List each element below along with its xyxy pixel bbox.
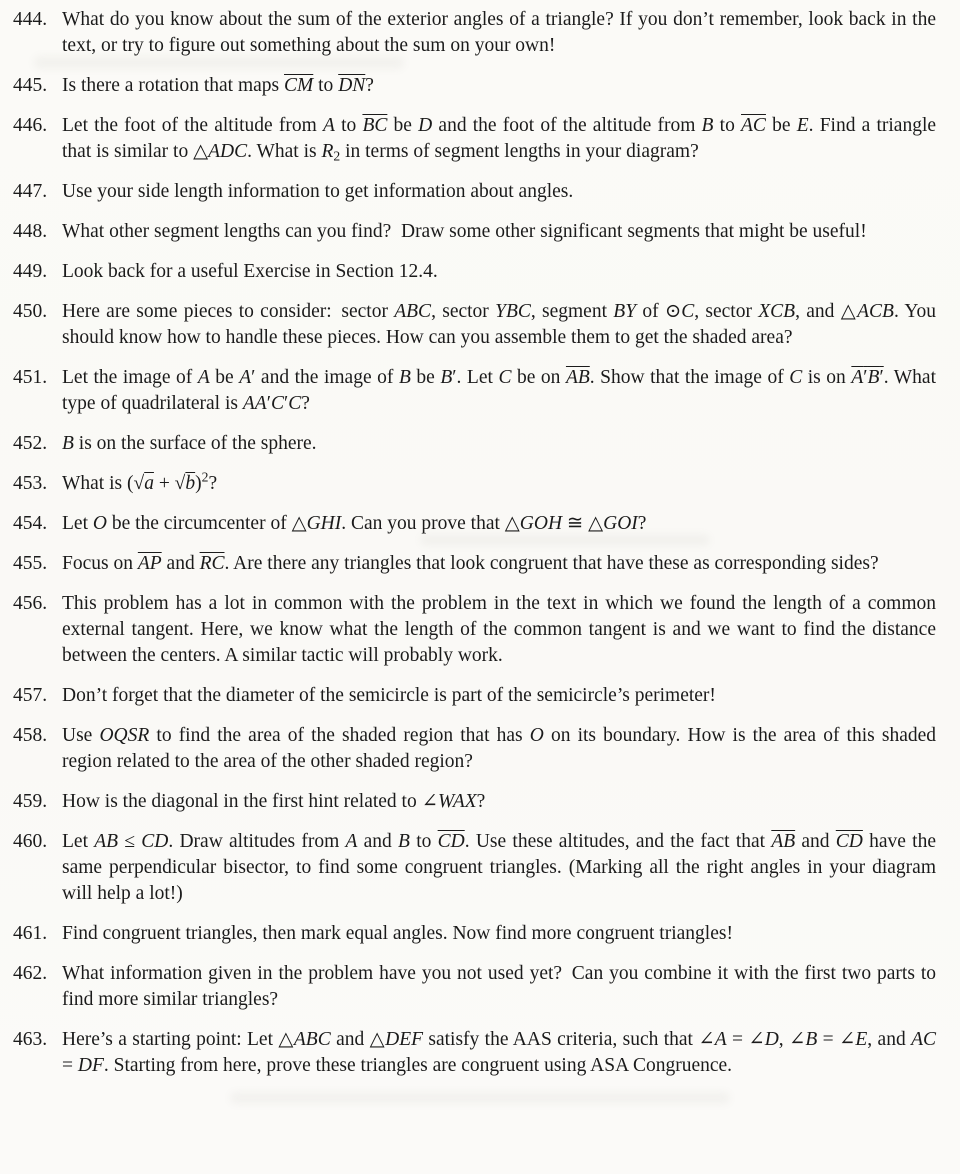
hint-text: Use OQSR to find the area of the shaded region that has O on its boundary. How is the area of this shaded region related to the area of the other shaded region? (62, 725, 937, 772)
hint-number: 458. (13, 725, 48, 746)
hint-number: 449. (13, 261, 48, 282)
hint-text: Use your side length information to get information about angles. (62, 181, 574, 202)
hint-item-462 (0, 961, 936, 1013)
hint-number: 452. (13, 433, 48, 454)
hint-number: 459. (13, 791, 48, 812)
hint-text: Focus on $\overline{AP}$ and $\overline{RC}$. Are there any triangles that look congruent that have these as corresponding sides? (62, 553, 879, 574)
hint-number: 444. (13, 9, 48, 30)
hint-text: Find congruent triangles, then mark equal angles. Now find more congruent triangles! (62, 923, 733, 944)
hint-text: Here are some pieces to consider: sector ABC, sector YBC, segment BY of ⊙C, sector XCB, and △ACB. You should know how to handle these pieces. How can you assemble them to get the shaded area? (62, 301, 937, 348)
hint-item-463 (0, 1027, 936, 1079)
hint-number: 450. (13, 301, 48, 322)
hint-item-444 (0, 7, 936, 59)
hint-item-454 (0, 511, 936, 537)
hint-number: 461. (13, 923, 48, 944)
hint-item-448 (0, 219, 936, 245)
hint-item-456 (0, 591, 936, 669)
hint-text: Here’s a starting point: Let △ABC and △DEF satisfy the AAS criteria, such that ∠A = ∠D, ∠B = ∠E, and AC = DF. Starting from here, prove these triangles are congruent using ASA Congruence. (62, 1029, 936, 1076)
hint-item-451 (0, 365, 936, 417)
hint-item-458 (0, 723, 936, 775)
hint-text: Is there a rotation that maps $\overline{CM}$ to $\overline{DN}$? (62, 75, 374, 96)
hint-item-447 (0, 179, 936, 205)
hint-number: 454. (13, 513, 48, 534)
hint-text: What is $(√a + √b)^2$? (62, 469, 218, 494)
hint-text: What do you know about the sum of the exterior angles of a triangle? If you don’t remember, look back in the text, or try to figure out something about the sum on your own! (62, 9, 936, 56)
hint-text: Let AB ≤ CD. Draw altitudes from A and B to $\overline{CD}$. Use these altitudes, and the fact that $\overline{AB}$ and $\overline{CD}$ have the same perpendicular bisector, to find some congruent triangles. (Marking all the right angles in your diagram will help a lot!) (62, 831, 936, 904)
hint-number: 446. (13, 115, 48, 136)
hint-item-446 (0, 113, 936, 165)
hint-item-450 (0, 299, 936, 351)
hint-number: 457. (13, 685, 48, 706)
hint-number: 447. (13, 181, 48, 202)
hint-text: Let the image of A be A′ and the image of B be B′. Let C be on $\overline{AB}$. Show that the image of C is on A′B′. What type of quadrilateral is AA′C′C? (62, 367, 936, 414)
hint-item-459 (0, 789, 936, 815)
hint-text: Let the foot of the altitude from A to $\overline{BC}$ be D and the foot of the altitude from B to $\overline{AC}$ be E. Find a triangle that is similar to △ADC. What is $R_2$ in terms of segment lengths in your diagram? (62, 115, 937, 164)
hint-item-453 (0, 471, 936, 497)
hint-number: 453. (13, 473, 48, 494)
hint-item-461 (0, 921, 936, 947)
hint-item-452 (0, 431, 936, 457)
hint-text: How is the diagonal in the first hint related to ∠WAX? (62, 791, 486, 812)
hint-number: 455. (13, 553, 48, 574)
hint-text: Look back for a useful Exercise in Section 12.4. (62, 261, 438, 282)
scan-artifact (230, 1092, 730, 1104)
hint-number: 462. (13, 963, 48, 984)
hint-item-455 (0, 551, 936, 577)
hint-number: 463. (13, 1029, 48, 1050)
hint-number: 460. (13, 831, 48, 852)
hint-text: This problem has a lot in common with the problem in the text in which we found the length of a common external tangent. Here, we know what the length of the common tangent is and we want to find the distance between the centers. A similar tactic will probably work. (62, 593, 936, 666)
hint-number: 456. (13, 593, 48, 614)
hint-text: B is on the surface of the sphere. (62, 433, 317, 454)
hint-number: 448. (13, 221, 48, 242)
hint-text: What other segment lengths can you find? Draw some other significant segments that might be useful! (62, 221, 867, 242)
hint-text: Let O be the circumcenter of △GHI. Can you prove that △GOH ≅ △GOI? (62, 513, 647, 534)
hint-item-449 (0, 259, 936, 285)
hint-item-445 (0, 73, 936, 99)
hint-number: 445. (13, 75, 48, 96)
hint-item-457 (0, 683, 936, 709)
hint-number: 451. (13, 367, 48, 388)
hint-text: Don’t forget that the diameter of the semicircle is part of the semicircle’s perimeter! (62, 685, 716, 706)
hint-item-460 (0, 829, 936, 907)
hint-text: What information given in the problem have you not used yet? Can you combine it with the first two parts to find more similar triangles? (62, 963, 936, 1010)
